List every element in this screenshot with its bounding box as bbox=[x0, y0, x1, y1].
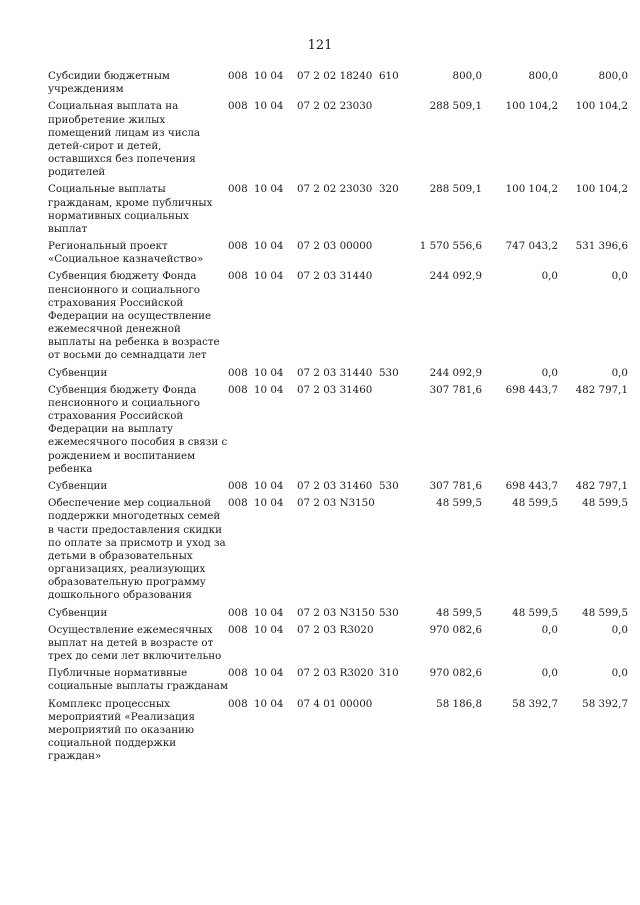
row-amount-year-3: 58 392,7 bbox=[582, 697, 628, 710]
row-target-article: 07 2 03 31460 bbox=[297, 383, 373, 396]
row-target-article: 07 2 03 R3020 bbox=[297, 623, 374, 636]
row-amount-year-2: 0,0 bbox=[541, 270, 558, 283]
row-amount-year-2: 48 599,5 bbox=[512, 606, 558, 619]
row-section-code: 10 04 bbox=[254, 623, 284, 636]
row-amount-year-1: 307 781,6 bbox=[429, 479, 482, 492]
row-amount-year-2: 0,0 bbox=[541, 623, 558, 636]
row-name: Социальные выплаты гражданам, кроме публичных нормативных социальных выплат bbox=[48, 183, 213, 235]
row-expense-type: 530 bbox=[379, 366, 399, 379]
row-amount-year-1: 970 082,6 bbox=[429, 667, 482, 680]
row-amount-year-2: 48 599,5 bbox=[512, 497, 558, 510]
row-expense-type bbox=[379, 100, 406, 183]
row-section-code: 10 04 bbox=[254, 70, 284, 82]
row-target-article: 07 2 03 31440 bbox=[297, 270, 373, 283]
row-ved-code: 008 bbox=[228, 697, 248, 710]
row-amount-year-1: 970 082,6 bbox=[429, 623, 482, 636]
row-name: Субвенции bbox=[48, 606, 108, 619]
row-ved-code: 008 bbox=[228, 623, 248, 636]
row-section-code: 10 04 bbox=[254, 366, 284, 379]
table-row bbox=[48, 240, 628, 270]
row-ved-code: 008 bbox=[228, 497, 248, 510]
table-row bbox=[48, 70, 628, 100]
row-section-code: 10 04 bbox=[254, 497, 284, 510]
row-target-article: 07 2 03 31460 bbox=[297, 479, 373, 492]
row-amount-year-3: 100 104,2 bbox=[575, 100, 628, 113]
row-ved-code: 008 bbox=[228, 606, 248, 619]
row-ved-code: 008 bbox=[228, 100, 248, 113]
row-section-code: 10 04 bbox=[254, 383, 284, 396]
table-row bbox=[48, 624, 628, 668]
row-amount-year-1: 48 599,5 bbox=[436, 497, 482, 510]
budget-table bbox=[48, 70, 628, 767]
row-ved-code: 008 bbox=[228, 383, 248, 396]
row-target-article: 07 2 02 18240 bbox=[297, 70, 373, 82]
table-row bbox=[48, 497, 628, 606]
row-name: Осуществление ежемесячных выплат на детей в возрасте от трех до семи лет включительно bbox=[48, 623, 222, 663]
table-row bbox=[48, 480, 628, 497]
row-target-article: 07 2 02 23030 bbox=[297, 183, 373, 196]
table-row bbox=[48, 607, 628, 624]
row-amount-year-2: 698 443,7 bbox=[505, 383, 558, 396]
row-name: Социальная выплата на приобретение жилых помещений лицам из числа детей-сирот и детей, оставшихся без попечения родителей bbox=[48, 100, 201, 179]
table-row bbox=[48, 183, 628, 240]
row-name: Субвенция бюджету Фонда пенсионного и социального страхования Российской Федерации на осуществление ежемесячной денежной выплаты на ребенка в возрасте от восьми до семнадцати лет bbox=[48, 270, 220, 362]
row-name: Субвенции bbox=[48, 479, 108, 492]
row-ved-code: 008 bbox=[228, 183, 248, 196]
row-amount-year-1: 244 092,9 bbox=[429, 270, 482, 283]
row-target-article: 07 2 03 N3150 bbox=[297, 497, 375, 510]
row-amount-year-3: 100 104,2 bbox=[575, 183, 628, 196]
table-row bbox=[48, 698, 628, 768]
row-name: Комплекс процессных мероприятий «Реализация мероприятий по оказанию социальной поддержки граждан» bbox=[48, 697, 196, 763]
row-amount-year-1: 244 092,9 bbox=[429, 366, 482, 379]
row-amount-year-2: 800,0 bbox=[528, 70, 558, 82]
table-row bbox=[48, 100, 628, 183]
budget-rows bbox=[48, 70, 628, 767]
row-section-code: 10 04 bbox=[254, 697, 284, 710]
row-name: Обеспечение мер социальной поддержки многодетных семей в части предоставления скидки по оплате за присмотр и уход за детьми в образовательных организациях, реализующих образовательную программу дошкольного образования bbox=[48, 497, 226, 602]
row-ved-code: 008 bbox=[228, 240, 248, 253]
row-expense-type bbox=[379, 240, 406, 270]
row-amount-year-3: 482 797,1 bbox=[575, 479, 628, 492]
row-target-article: 07 2 03 R3020 bbox=[297, 667, 374, 680]
row-target-article: 07 4 01 00000 bbox=[297, 697, 373, 710]
row-ved-code: 008 bbox=[228, 479, 248, 492]
row-expense-type bbox=[379, 270, 406, 366]
row-section-code: 10 04 bbox=[254, 100, 284, 113]
row-amount-year-2: 0,0 bbox=[541, 667, 558, 680]
row-amount-year-2: 698 443,7 bbox=[505, 479, 558, 492]
row-expense-type bbox=[379, 384, 406, 480]
page-number: 121 bbox=[307, 38, 333, 53]
row-amount-year-1: 288 509,1 bbox=[429, 183, 482, 196]
row-amount-year-2: 747 043,2 bbox=[505, 240, 558, 253]
row-amount-year-3: 48 599,5 bbox=[582, 606, 628, 619]
table-row bbox=[48, 384, 628, 480]
table-row bbox=[48, 367, 628, 384]
row-amount-year-3: 0,0 bbox=[611, 667, 628, 680]
row-name: Региональный проект «Социальное казначейство» bbox=[48, 240, 204, 266]
row-amount-year-2: 100 104,2 bbox=[505, 183, 558, 196]
row-name: Публичные нормативные социальные выплаты гражданам bbox=[48, 667, 228, 693]
row-name: Субвенция бюджету Фонда пенсионного и социального страхования Российской Федерации на выплату ежемесячного пособия в связи с рождением и воспитанием ребенка bbox=[48, 383, 228, 475]
row-section-code: 10 04 bbox=[254, 606, 284, 619]
row-name: Субсидии бюджетным учреждениям bbox=[48, 70, 170, 96]
row-amount-year-3: 482 797,1 bbox=[575, 383, 628, 396]
row-amount-year-1: 307 781,6 bbox=[429, 383, 482, 396]
row-section-code: 10 04 bbox=[254, 240, 284, 253]
row-amount-year-2: 100 104,2 bbox=[505, 100, 558, 113]
row-section-code: 10 04 bbox=[254, 183, 284, 196]
row-target-article: 07 2 03 00000 bbox=[297, 240, 373, 253]
table-row bbox=[48, 270, 628, 366]
row-amount-year-3: 800,0 bbox=[598, 70, 628, 82]
row-amount-year-1: 1 570 556,6 bbox=[419, 240, 482, 253]
row-expense-type: 320 bbox=[379, 183, 399, 196]
row-target-article: 07 2 03 31440 bbox=[297, 366, 373, 379]
row-section-code: 10 04 bbox=[254, 479, 284, 492]
row-amount-year-3: 48 599,5 bbox=[582, 497, 628, 510]
table-row bbox=[48, 667, 628, 697]
row-expense-type: 310 bbox=[379, 667, 399, 680]
row-amount-year-2: 58 392,7 bbox=[512, 697, 558, 710]
row-amount-year-3: 0,0 bbox=[611, 270, 628, 283]
row-amount-year-3: 0,0 bbox=[611, 623, 628, 636]
row-expense-type: 530 bbox=[379, 479, 399, 492]
row-amount-year-3: 531 396,6 bbox=[575, 240, 628, 253]
row-expense-type bbox=[379, 624, 406, 668]
row-expense-type: 530 bbox=[379, 606, 399, 619]
row-target-article: 07 2 02 23030 bbox=[297, 100, 373, 113]
row-expense-type bbox=[379, 698, 406, 768]
row-ved-code: 008 bbox=[228, 366, 248, 379]
row-amount-year-1: 48 599,5 bbox=[436, 606, 482, 619]
row-section-code: 10 04 bbox=[254, 667, 284, 680]
row-section-code: 10 04 bbox=[254, 270, 284, 283]
row-amount-year-2: 0,0 bbox=[541, 366, 558, 379]
row-ved-code: 008 bbox=[228, 270, 248, 283]
row-ved-code: 008 bbox=[228, 667, 248, 680]
row-target-article: 07 2 03 N3150 bbox=[297, 606, 375, 619]
row-amount-year-1: 288 509,1 bbox=[429, 100, 482, 113]
row-amount-year-3: 0,0 bbox=[611, 366, 628, 379]
row-expense-type: 610 bbox=[379, 70, 399, 82]
row-name: Субвенции bbox=[48, 366, 108, 379]
row-amount-year-1: 800,0 bbox=[452, 70, 482, 82]
row-amount-year-1: 58 186,8 bbox=[436, 697, 482, 710]
row-ved-code: 008 bbox=[228, 70, 248, 82]
row-expense-type bbox=[379, 497, 406, 606]
